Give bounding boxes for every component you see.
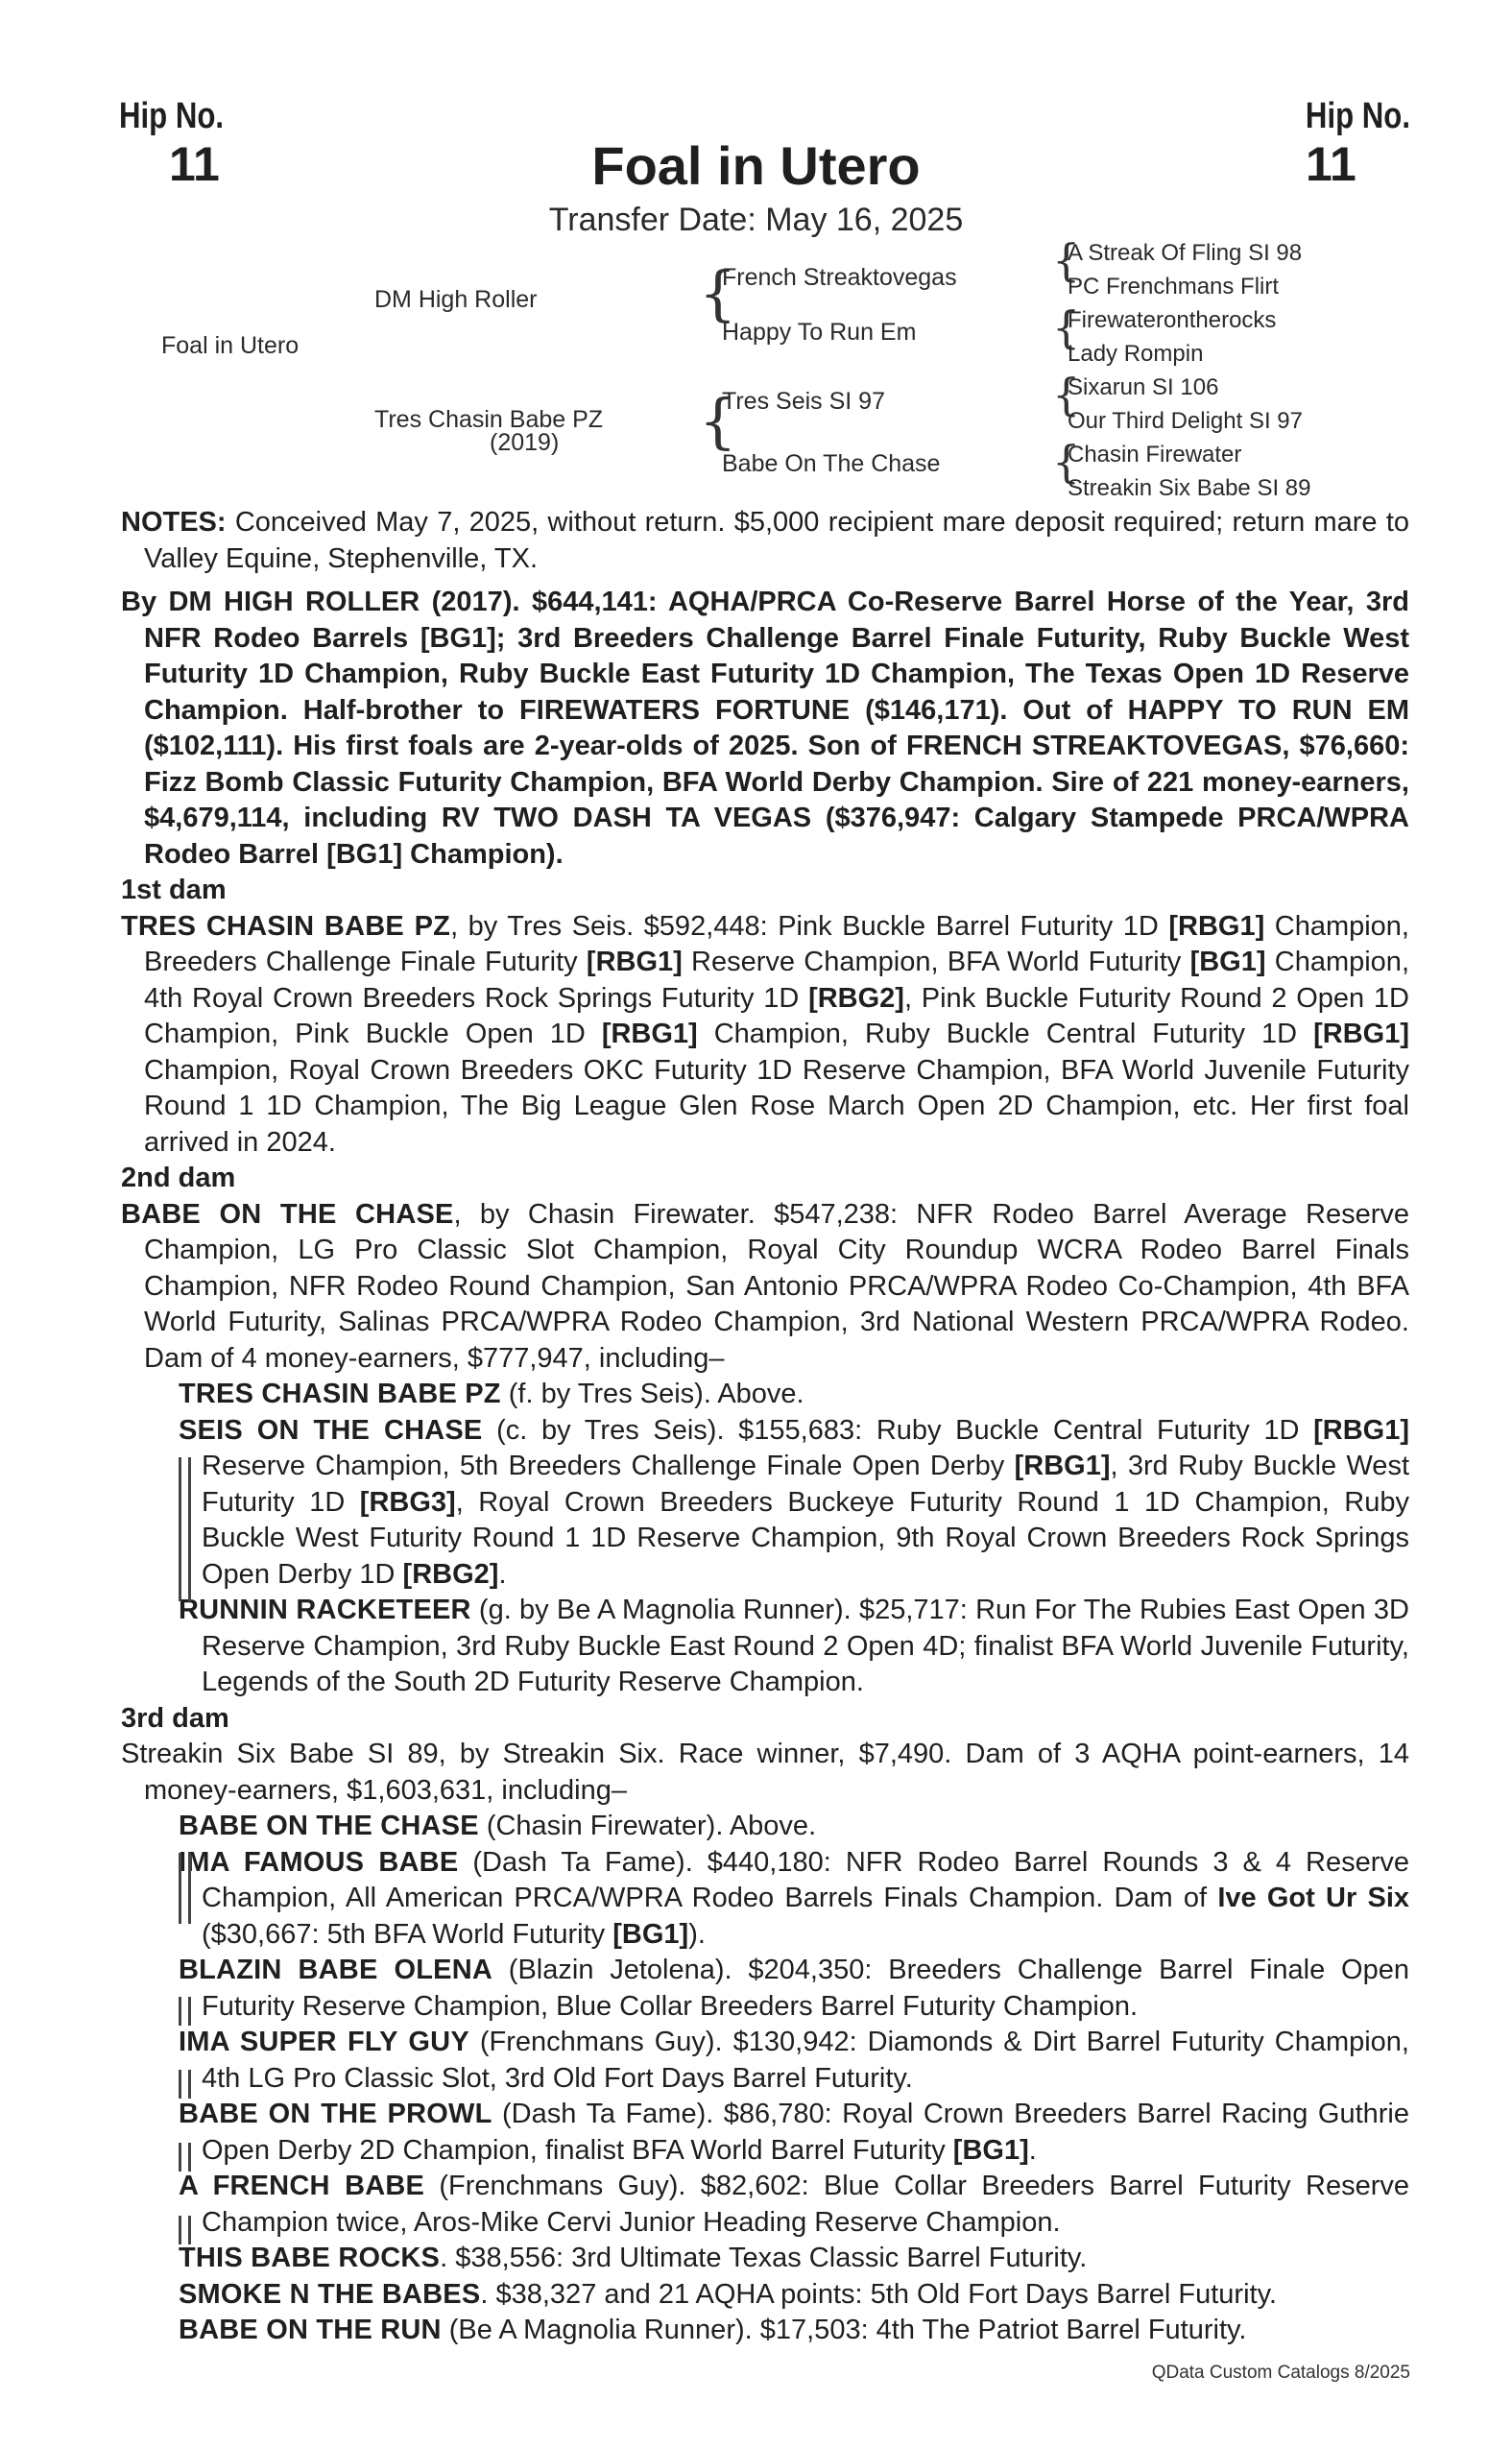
produce-name: BABE ON THE RUN: [179, 2315, 442, 2345]
pedigree-sire: DM High Roller: [374, 286, 538, 313]
third-dam-paragraph: Streakin Six Babe SI 89, by Streakin Six. Race winner, $7,490. Dam of 3 AQHA point-earners, 14 money-earners, $1,603,631, including–: [121, 1739, 1409, 1806]
transfer-date: Transfer Date: May 16, 2025: [548, 202, 964, 238]
third-dam-heading: 3rd dam: [121, 1702, 229, 1734]
producer-rule: [179, 1457, 191, 1601]
grade-tag: [RBG1]: [1168, 910, 1265, 942]
produce-text: (g. by Be A Magnolia Runner). $25,717: Run For The Rubies East Open 3D Reserve Champion, 3rd Ruby Buckle East Round 2 Open 4D; finalist BFA World Juvenile Futurity, Legends of the South 2D Futurity Reserve Champion.: [202, 1595, 1409, 1697]
first-dam-text: Champion, 4th Royal Crown Breeders Rock Springs Futurity 1D: [144, 947, 1409, 1014]
brace: {: [1052, 369, 1081, 420]
produce-text: (f. by Tres Seis). Above.: [500, 1379, 804, 1409]
produce-offspring-name: Ive Got Ur Six: [1217, 1883, 1410, 1913]
produce-name: IMA FAMOUS BABE: [179, 1846, 459, 1878]
produce-text: ($30,667: 5th BFA World Futurity: [202, 1918, 613, 1950]
pedigree-g7: Chasin Firewater: [1068, 442, 1242, 468]
pedigree-g1: A Streak Of Fling SI 98: [1068, 240, 1303, 266]
hip-number-right: 11: [1306, 137, 1356, 191]
brace: {: [699, 386, 737, 456]
first-dam-text: Champion, Breeders Challenge Finale Futurity: [144, 910, 1409, 977]
produce-name: TRES CHASIN BABE PZ: [179, 1379, 501, 1409]
produce-name: BABE ON THE PROWL: [179, 2099, 492, 2129]
second-dam-heading: 2nd dam: [121, 1163, 236, 1193]
second-dam-text: , by Chasin Firewater. $547,238: NFR Rodeo Barrel Average Reserve Champion, LG Pro Classic Slot Champion, Royal City Roundup WCRA Rodeo Barrel Finals Champion, NFR Rodeo Round Champion, San Antonio PRCA/WPRA Rodeo Co-Champion, 4th BFA World Futurity, Salinas PRCA/WPRA Rodeo Champion, 3rd National Western PRCA/WPRA Rodeo. Dam of 4 money-earners, $777,947, including–: [144, 1198, 1409, 1374]
producer-rule: [179, 1853, 191, 1924]
grade-tag: [RBG1]: [1313, 1414, 1410, 1446]
first-dam-paragraph: [121, 909, 1409, 1162]
hip-label-right: Hip No.: [1305, 96, 1410, 136]
produce-name: RUNNIN RACKETEER: [179, 1595, 471, 1625]
produce-text: Reserve Champion, 5th Breeders Challenge Finale Open Derby: [202, 1451, 1015, 1481]
pedigree-dam-dam: Babe On The Chase: [722, 450, 941, 477]
pedigree-dam-sire: Tres Seis SI 97: [722, 388, 885, 415]
produce-name: THIS BABE ROCKS: [179, 2243, 441, 2273]
pedigree-g8: Streakin Six Babe SI 89: [1068, 475, 1311, 501]
grade-tag: [RBG1]: [1014, 1451, 1111, 1481]
catalog-body: [121, 505, 1409, 2349]
pedigree-g2: PC Frenchmans Flirt: [1068, 274, 1280, 300]
grade-tag: [RBG1]: [601, 1019, 698, 1049]
notes-label: NOTES:: [121, 507, 227, 538]
second-dam-paragraph: [121, 1197, 1409, 1378]
grade-tag: [RBG2]: [402, 1558, 499, 1590]
produce-text: (Dash Ta Fame). $86,780: Royal Crown Breeders Barrel Racing Guthrie Open Derby 2D Champion, finalist BFA World Barrel Futurity: [202, 2099, 1410, 2166]
produce-entry: [121, 2097, 1409, 2169]
grade-tag: [BG1]: [612, 1918, 689, 1950]
produce-text: , 3rd Ruby Buckle West Futurity 1D: [202, 1451, 1409, 1518]
grade-tag: [RBG1]: [586, 947, 683, 977]
produce-text: . $38,556: 3rd Ultimate Texas Classic Barrel Futurity.: [440, 2243, 1088, 2273]
produce-name: A FRENCH BABE: [179, 2171, 425, 2201]
produce-entry: [121, 2169, 1409, 2241]
catalog-footer: QData Custom Catalogs 8/2025: [1151, 2363, 1410, 2383]
pedigree-subject: Foal in Utero: [161, 332, 300, 359]
notes-paragraph: [121, 505, 1409, 577]
grade-tag: [RBG2]: [808, 982, 904, 1014]
produce-text: (Blazin Jetolena). $204,350: Breeders Challenge Barrel Finale Open Futurity Reserve Champion, Blue Collar Breeders Barrel Futurity Champion.: [202, 1955, 1409, 2022]
produce-text: (Frenchmans Guy). $130,942: Diamonds & Dirt Barrel Futurity Champion, 4th LG Pro Classic Slot, 3rd Old Fort Days Barrel Futurity.: [202, 2027, 1409, 2094]
produce-name: BLAZIN BABE OLENA: [179, 1955, 492, 1985]
page-title: Foal in Utero: [591, 135, 921, 196]
producer-rule: [179, 1997, 191, 2026]
produce-text: .: [498, 1558, 507, 1590]
produce-entry: [121, 1377, 1409, 1413]
pedigree-g5: Sixarun SI 106: [1068, 374, 1219, 400]
produce-entry: [121, 2277, 1409, 2314]
grade-tag: [RBG1]: [1313, 1019, 1409, 1049]
produce-entry: [121, 1845, 1409, 1954]
produce-text: , Royal Crown Breeders Buckeye Futurity Round 1 1D Champion, Ruby Buckle West Futurity Round 1 1D Reserve Champion, 9th Royal Crown Breeders Rock Springs Open Derby 1D: [202, 1486, 1409, 1590]
pedigree-g4: Lady Rompin: [1068, 341, 1204, 367]
produce-entry: [121, 1413, 1409, 1594]
first-dam-text: , by Tres Seis. $592,448: Pink Buckle Barrel Futurity 1D: [450, 910, 1169, 942]
first-dam-heading: 1st dam: [121, 875, 227, 905]
pedigree-dam: Tres Chasin Babe PZ: [374, 406, 604, 433]
produce-name: SEIS ON THE CHASE: [179, 1414, 483, 1446]
produce-text: (c. by Tres Seis). $155,683: Ruby Buckle Central Futurity 1D: [482, 1414, 1314, 1446]
produce-text: (Frenchmans Guy). $82,602: Blue Collar Breeders Barrel Futurity Reserve Champion twice, Aros-Mike Cervi Junior Heading Reserve Champion.: [202, 2171, 1409, 2238]
notes-text: Conceived May 7, 2025, without return. $5,000 recipient mare deposit required; return mare to Valley Equine, Stephenville, TX.: [144, 507, 1409, 574]
produce-text: .: [1028, 2134, 1037, 2166]
grade-tag: [BG1]: [952, 2134, 1029, 2166]
pedigree-dam-year: (2019): [490, 429, 560, 456]
hip-label-left: Hip No.: [119, 96, 225, 136]
pedigree-sire-dam: Happy To Run Em: [722, 319, 917, 346]
pedigree-sire-sire: French Streaktovegas: [722, 264, 957, 291]
produce-text: . $38,327 and 21 AQHA points: 5th Old Fort Days Barrel Futurity.: [480, 2278, 1277, 2310]
first-dam-name: TRES CHASIN BABE PZ: [121, 910, 451, 942]
producer-rule: [179, 2143, 191, 2172]
produce-text: (Dash Ta Fame). $440,180: NFR Rodeo Barrel Rounds 3 & 4 Reserve Champion, All American PRCA/WPRA Rodeo Barrels Finals Champion. Dam of: [202, 1846, 1409, 1913]
produce-entry: [121, 1809, 1409, 1845]
grade-tag: [RBG3]: [359, 1486, 456, 1518]
produce-entry: [121, 2025, 1409, 2097]
sire-paragraph: By DM HIGH ROLLER (2017). $644,141: AQHA/PRCA Co-Reserve Barrel Horse of the Year, 3rd NFR Rodeo Barrels [BG1]; 3rd Breeders Challenge Barrel Finale Futurity, Ruby Buckle West Futurity 1D Champion, Ruby Buckle East Futurity 1D Champion, The Texas Open 1D Reserve Champion. Half-brother to FIREWATERS FORTUNE ($146,171). Out of HAPPY TO RUN EM ($102,111). His first foals are 2-year-olds of 2025. Son of FRENCH STREAKTOVEGAS, $76,660: Fizz Bomb Classic Futurity Champion, BFA World Derby Champion. Sire of 221 money-earners, $4,679,114, including RV TWO DASH TA VEGAS ($376,947: Calgary Stampede PRCA/WPRA Rodeo Barrel [BG1] Champion).: [121, 587, 1409, 870]
first-dam-text: Champion, Ruby Buckle Central Futurity 1D: [697, 1019, 1314, 1049]
pedigree-g6: Our Third Delight SI 97: [1068, 408, 1304, 434]
first-dam-text: Reserve Champion, BFA World Futurity: [682, 947, 1190, 977]
producer-rule: [179, 2070, 191, 2099]
brace: {: [1052, 301, 1081, 353]
produce-entry: [121, 2241, 1409, 2277]
produce-entry: [121, 1593, 1409, 1701]
produce-name: SMOKE N THE BABES: [179, 2278, 481, 2310]
produce-text: (Chasin Firewater). Above.: [478, 1811, 817, 1841]
hip-number-left: 11: [169, 137, 220, 191]
producer-rule: [179, 2216, 191, 2244]
pedigree-g3: Firewaterontherocks: [1068, 307, 1277, 333]
produce-entry: [121, 2313, 1409, 2349]
produce-text: (Be A Magnolia Runner). $17,503: 4th The Patriot Barrel Futurity.: [441, 2315, 1247, 2345]
brace: {: [1052, 436, 1081, 488]
produce-text: ).: [688, 1918, 706, 1950]
first-dam-text: Champion, Royal Crown Breeders OKC Futurity 1D Reserve Champion, BFA World Juvenile Futurity Round 1 1D Champion, The Big League Glen Rose March Open 2D Champion, etc. Her first foal arrived in 2024.: [144, 1054, 1409, 1158]
brace: {: [1052, 234, 1081, 286]
produce-name: BABE ON THE CHASE: [179, 1811, 479, 1841]
grade-tag: [BG1]: [1189, 947, 1266, 977]
first-dam-text: , Pink Buckle Futurity Round 2 Open 1D Champion, Pink Buckle Open 1D: [144, 982, 1410, 1049]
second-dam-name: BABE ON THE CHASE: [121, 1198, 454, 1230]
produce-name: IMA SUPER FLY GUY: [179, 2027, 469, 2057]
produce-entry: [121, 1953, 1409, 2025]
brace: {: [699, 258, 737, 328]
